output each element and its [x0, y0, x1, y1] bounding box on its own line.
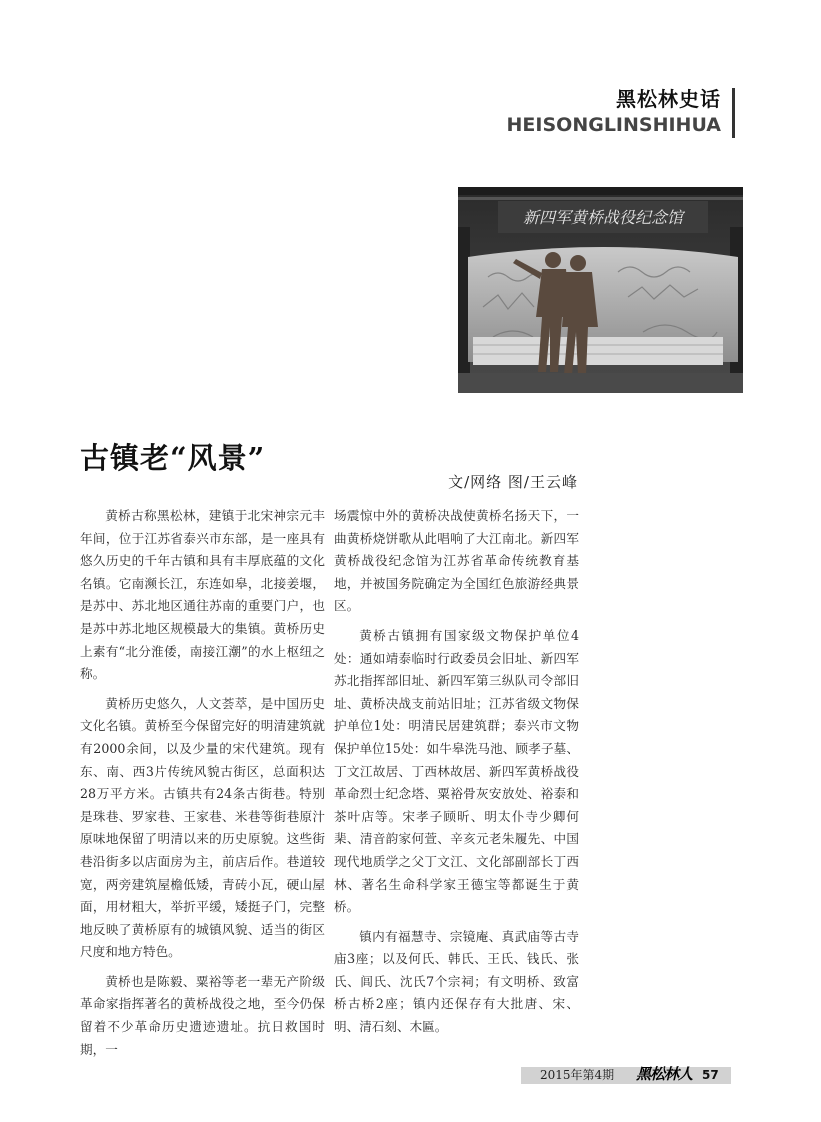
header-divider-bar	[732, 88, 735, 138]
memorial-photo	[458, 187, 743, 393]
column-subtitle: HEISONGLINSHIHUA	[506, 114, 721, 136]
paragraph: 黄桥古镇拥有国家级文物保护单位4处：通如靖泰临时行政委员会旧址、新四军苏北指挥部旧址、新四军第三纵队司令部旧址、黄桥决战支前站旧址；江苏省级文物保护单位1处：明清民居建筑群；泰兴市文物保护单位15处：如牛皋洗马池、顾孝子墓、丁文江故居、丁西林故居、新四军黄桥战役革命烈士纪念塔、粟裕骨灰安放处、裕泰和茶叶店等。宋孝子顾昕、明太仆寺少卿何棐、清音韵家何萱、辛亥元老朱履先、中国现代地质学之父丁文江、文化部副部长丁西林、著名生命科学家王德宝等都诞生于黄桥。	[334, 627, 579, 915]
article-title: 古镇老“风景”	[80, 441, 266, 475]
issue-label: 2015年第4期	[540, 1068, 615, 1082]
byline: 文/网络 图/王云峰	[448, 473, 578, 491]
memorial-photo-illustration	[458, 187, 743, 393]
article-left-column	[80, 505, 325, 1068]
column-header	[507, 86, 721, 138]
paragraph: 黄桥古称黑松林，建镇于北宋神宗元丰年间，位于江苏省泰兴市东部，是一座具有悠久历史的千年古镇和具有丰厚底蕴的文化名镇。它南濒长江，东连如皋，北接姜堰，是苏中、苏北地区通往苏南的重要门户，也是苏中苏北地区规模最大的集镇。黄桥历史上素有“北分淮倭，南接江潮”的水上枢纽之称。	[80, 508, 325, 682]
paragraph: 黄桥也是陈毅、粟裕等老一辈无产阶级革命家指挥著名的黄桥战役之地，至今仍保留着不少革命历史遗迹遗址。抗日救国时期，一	[80, 973, 325, 1057]
paragraph: 黄桥历史悠久，人文荟萃，是中国历史文化名镇。黄桥至今保留完好的明清建筑就有2000余间，以及少量的宋代建筑。现有东、南、西3片传统风貌古街区，总面积达28万平方米。古镇共有24条古街巷。特别是珠巷、罗家巷、王家巷、米巷等街巷原汁原味地保留了明清以来的历史原貌。这些街巷沿街多以店面房为主，前店后作。巷道较宽，两旁建筑屋檐低矮，青砖小瓦，硬山屋面，用材粗大，举折平缓，矮挺子门，完整地反映了黄桥原有的城镇风貌、适当的街区尺度和地方特色。	[80, 695, 325, 960]
column-title: 黑松林史话	[616, 87, 721, 111]
paragraph: 镇内有福慧寺、宗镜庵、真武庙等古寺庙3座；以及何氏、韩氏、王氏、钱氏、张氏、闾氏、沈氏7个宗祠；有文明桥、致富桥古桥2座；镇内还保存有大批唐、宋、明、清石刻、木匾。	[334, 928, 579, 1035]
page-number: 57	[702, 1068, 719, 1082]
paragraph: 场震惊中外的黄桥决战使黄桥名扬天下，一曲黄桥烧饼歌从此唱响了大江南北。新四军黄桥战役纪念馆为江苏省革命传统教育基地，并被国务院确定为全国红色旅游经典景区。	[334, 508, 579, 614]
memorial-sign-text: 新四军黄桥战役纪念馆	[522, 208, 684, 227]
magazine-logo: 黑松林人	[636, 1065, 693, 1083]
article-right-column	[334, 505, 579, 1046]
